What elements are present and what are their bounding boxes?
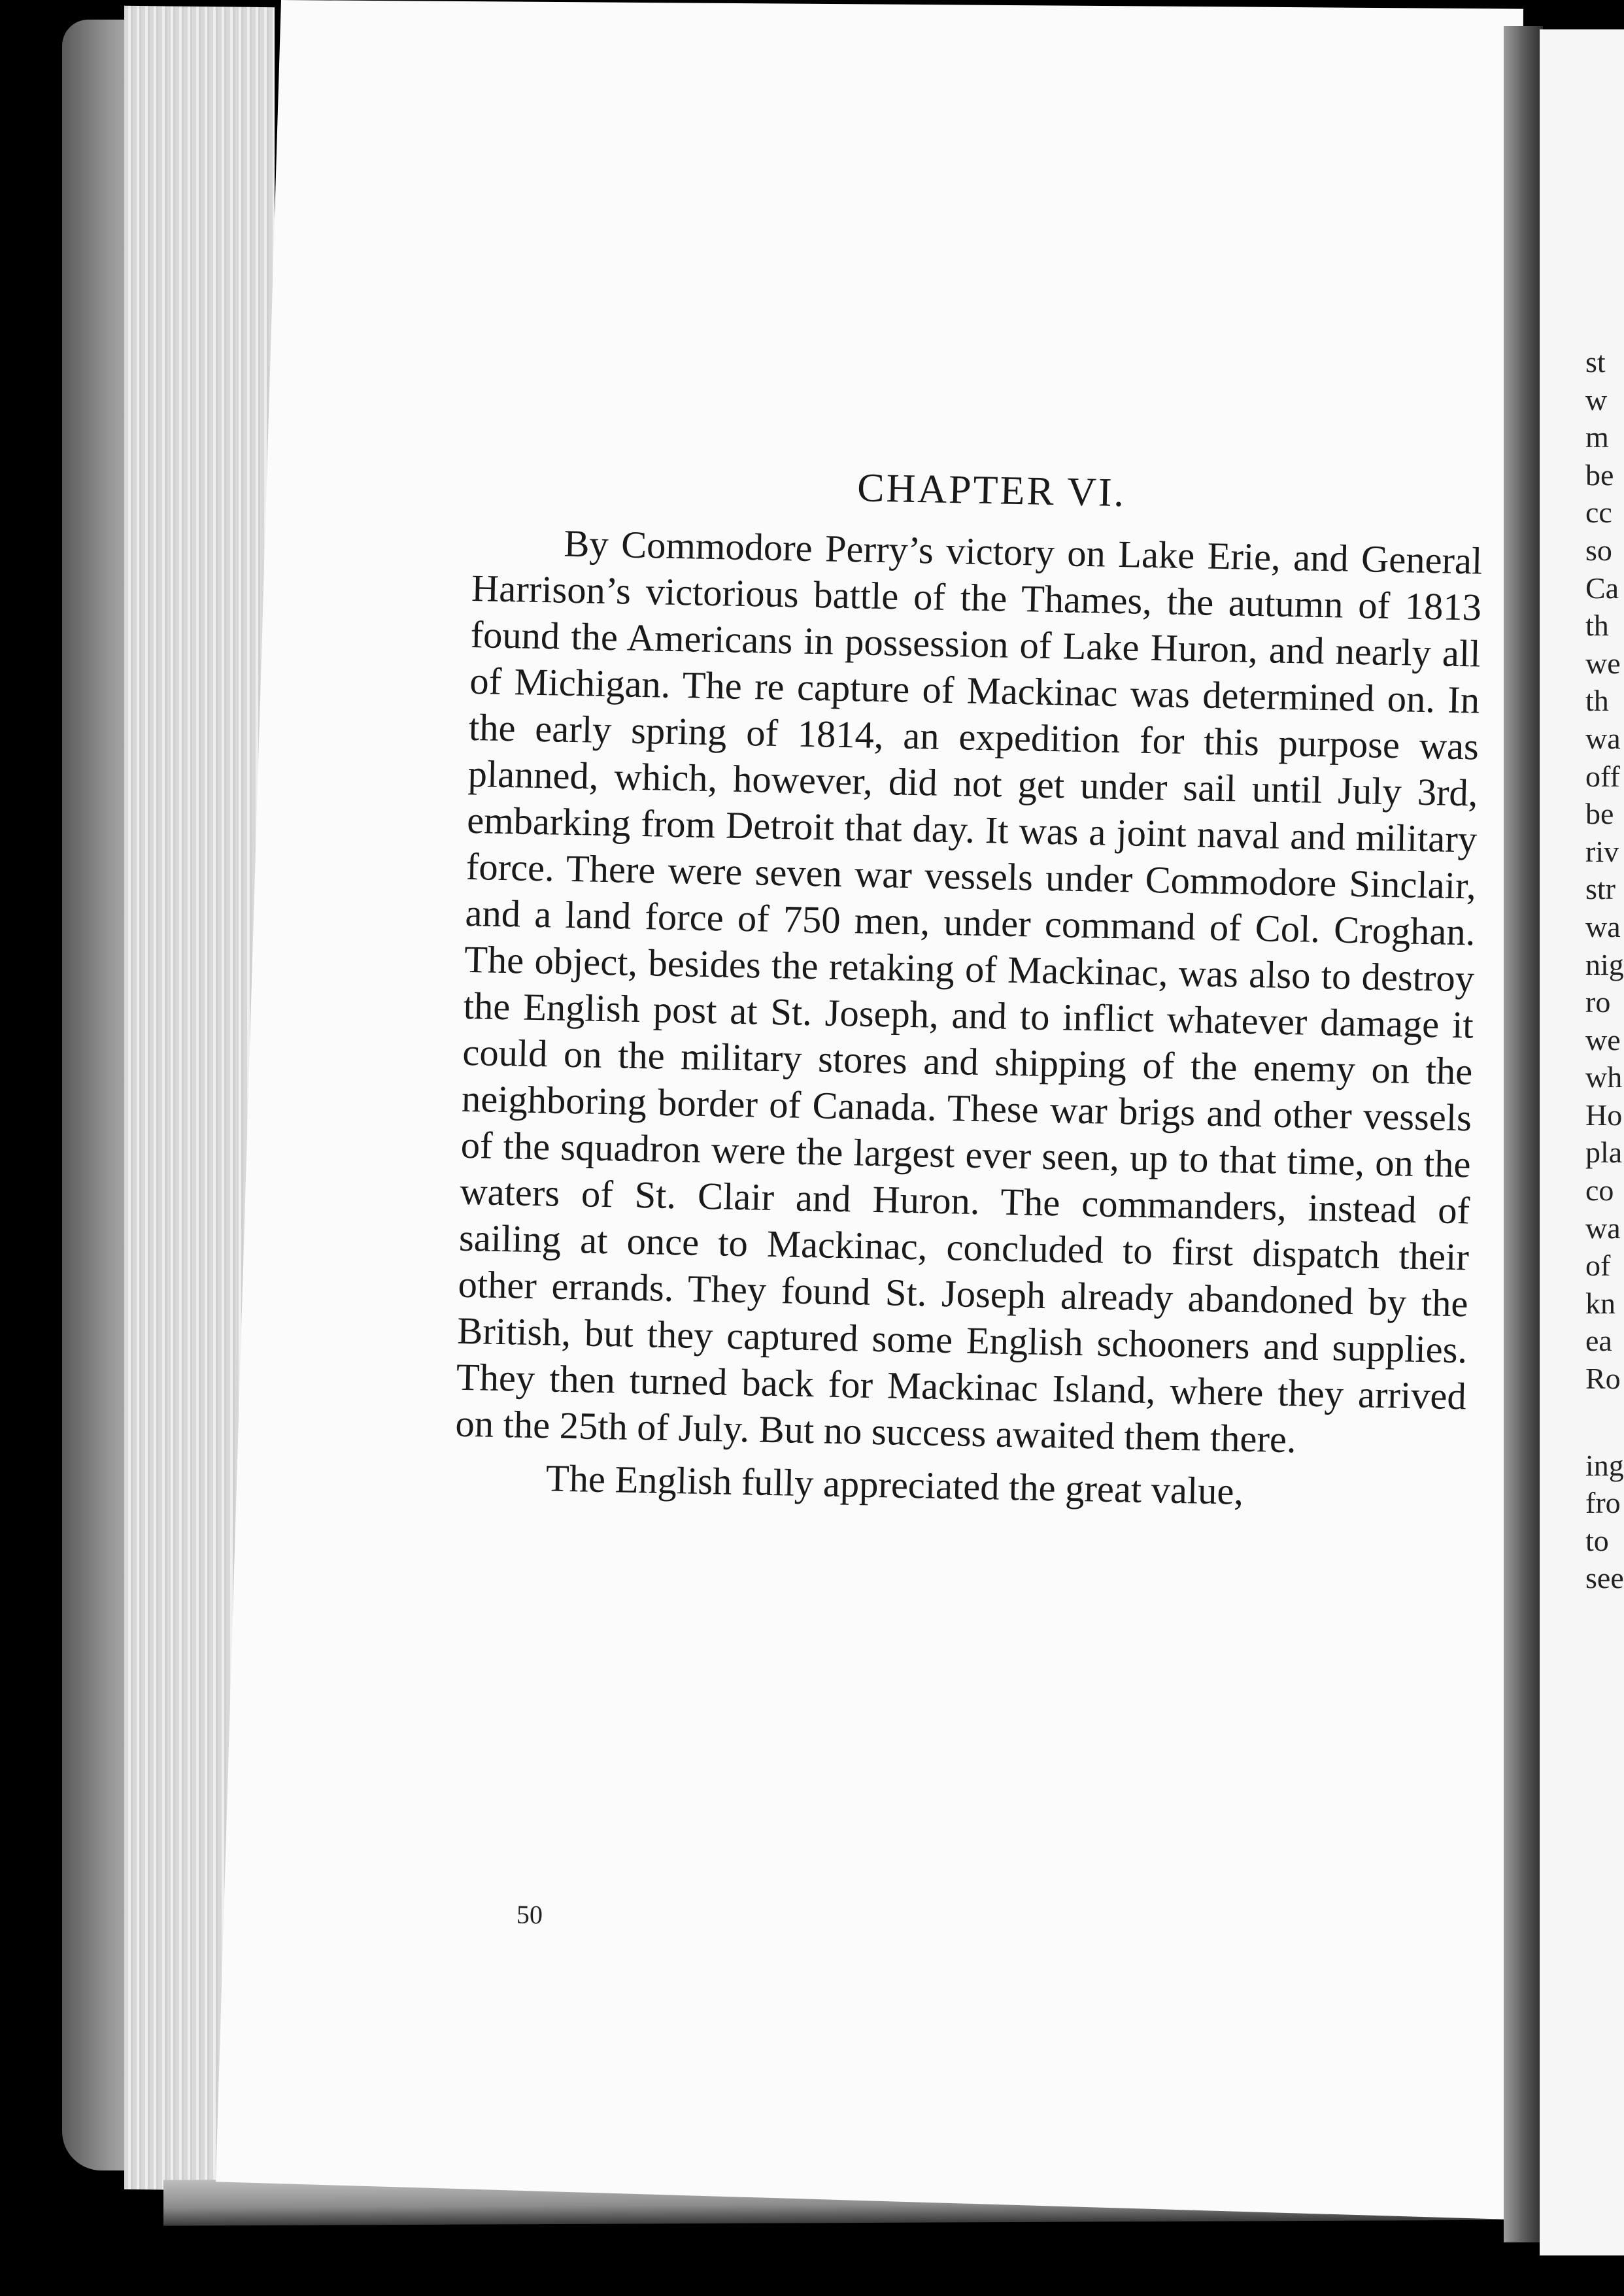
facing-line-fragment: str xyxy=(1585,872,1616,906)
facing-line-fragment: wa xyxy=(1585,909,1621,943)
facing-line-fragment: we xyxy=(1585,646,1621,680)
facing-line-fragment: ing xyxy=(1585,1448,1624,1482)
facing-line-fragment: ea xyxy=(1585,1324,1612,1358)
facing-page-text xyxy=(1585,343,1624,1597)
facing-line-fragment: th xyxy=(1585,684,1609,718)
chapter-content xyxy=(454,458,1483,1519)
facing-line-fragment: we xyxy=(1585,1022,1621,1056)
facing-line-fragment: nig xyxy=(1585,947,1624,981)
facing-line-fragment: be xyxy=(1585,797,1614,831)
facing-line-fragment: ro xyxy=(1585,985,1611,1019)
facing-line-fragment: fro xyxy=(1585,1486,1621,1520)
facing-line-fragment: kn xyxy=(1585,1286,1616,1320)
chapter-title: CHAPTER VI. xyxy=(856,465,1126,516)
facing-line-fragment: pla xyxy=(1585,1136,1623,1170)
facing-line-fragment: so xyxy=(1585,533,1612,567)
facing-line-fragment: see xyxy=(1585,1561,1624,1595)
facing-line-fragment: riv xyxy=(1585,834,1619,868)
facing-line-fragment: st xyxy=(1585,345,1606,379)
facing-line-fragment: Ca xyxy=(1585,571,1619,605)
facing-line-fragment: th xyxy=(1585,609,1609,643)
paragraph-2: The English fully appreciated the great value, xyxy=(545,1457,1244,1513)
facing-line-fragment: off xyxy=(1585,759,1620,793)
facing-line-fragment: wh xyxy=(1585,1060,1623,1094)
paragraph-1: By Commodore Perry’s victory on Lake Erie, and General Harrison’s victorious battle of the Thames, the autumn of 1813 found the Americans in possession of Lake Huron, and nearly all of Michigan. The re capture of Mackinac was determined on. In the early spring of 1814, an expedition for this purpose was planned, which, however, did not get under sail until July 3rd, embarking from Detroit that day. It was a joint naval and military force. There were seven war vessels under Commodore Sinclair, and a land force of 750 men, under command of Col. Croghan. The object, besides the retaking of Mackinac, was also to destroy the English post at St. Joseph, and to inflict whatever damage it could on the military stores and shipping of the enemy on the neighboring border of Canada. These war brigs and other vessels of the squadron were the largest ever seen, up to that time, on the waters of St. Clair and Huron. The commanders, instead of sailing at once to Mackinac, concluded to first dispatch their other errands. They found St. Joseph already abandoned by the British, but they captured some English schooners and supplies. They then turned back for Mackinac Island, where they arrived on the 25th of July. But no success awaited them there. xyxy=(455,522,1483,1461)
facing-line-fragment: wa xyxy=(1585,721,1621,755)
facing-line-fragment: co xyxy=(1585,1173,1614,1207)
page-number: 50 xyxy=(516,1899,543,1930)
facing-line-fragment: of xyxy=(1585,1249,1611,1283)
facing-line-fragment: w xyxy=(1585,382,1608,416)
facing-line-fragment: wa xyxy=(1585,1211,1621,1245)
facing-line-fragment: m xyxy=(1585,420,1609,454)
facing-line-fragment: cc xyxy=(1585,496,1612,530)
facing-line-fragment: to xyxy=(1585,1523,1609,1557)
facing-paragraph-gap xyxy=(1585,1398,1624,1447)
book-gutter xyxy=(1504,26,1543,2242)
facing-line-fragment: Ro xyxy=(1585,1362,1621,1396)
facing-line-fragment: Ho xyxy=(1585,1098,1623,1132)
facing-line-fragment: be xyxy=(1585,458,1614,492)
